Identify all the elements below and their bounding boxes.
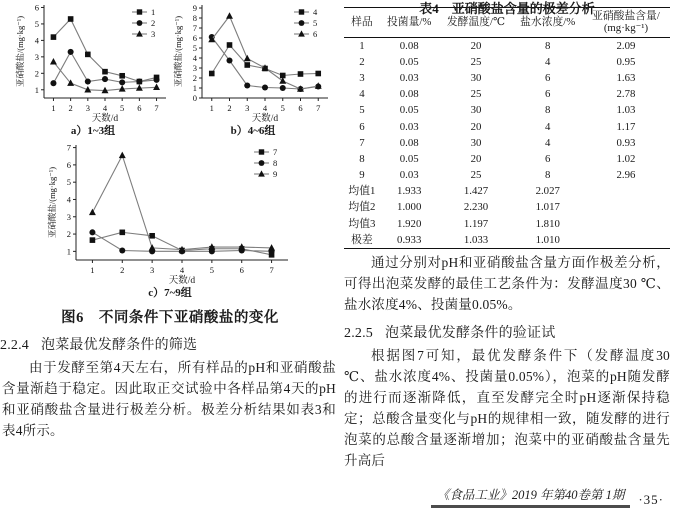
table-cell: 0.93 xyxy=(616,136,636,149)
table-cell: 20 xyxy=(470,152,482,165)
y-tick-label: 4 xyxy=(192,53,197,63)
section-2-2-4-heading xyxy=(0,334,340,354)
table-cell: 1.197 xyxy=(463,217,489,230)
legend-label: 2 xyxy=(151,18,156,28)
chart-canvas-groups-7-9 xyxy=(46,140,294,286)
table-cell: 30 xyxy=(470,104,482,117)
data-point-4 xyxy=(244,62,250,68)
y-tick-label: 0 xyxy=(192,93,197,103)
table-cell: 1.017 xyxy=(535,201,560,214)
table-cell: 0.08 xyxy=(399,88,419,101)
table-cell: 3 xyxy=(359,71,365,84)
data-point-2 xyxy=(136,79,142,85)
table-cell: 9 xyxy=(359,169,365,182)
y-tick-label: 3 xyxy=(192,63,197,73)
table-cell: 6 xyxy=(359,120,365,133)
table-cell: 2.96 xyxy=(616,169,636,182)
table-row xyxy=(344,119,670,135)
y-tick-label: 7 xyxy=(66,142,71,153)
orthogonal-range-table xyxy=(344,7,670,249)
charts-row-bottom xyxy=(0,140,340,300)
chart-figure-groups-4-6 xyxy=(172,0,334,138)
table-cell: 2.09 xyxy=(616,39,636,52)
table-cell: 1.02 xyxy=(616,152,636,165)
chart-caption-b: b）4~6组 xyxy=(230,125,276,137)
y-tick-label: 6 xyxy=(34,2,39,13)
data-point-6 xyxy=(244,55,251,61)
table-cell: 4 xyxy=(545,136,551,149)
x-axis-label: 天数/d xyxy=(168,276,196,286)
legend-label: 7 xyxy=(273,147,278,157)
header-sample: 样品 xyxy=(344,8,380,38)
data-point-9 xyxy=(119,152,126,158)
y-axis-label: 亚硝酸盐/(mg·kg⁻¹) xyxy=(15,15,25,88)
y-tick-label: 2 xyxy=(66,229,71,240)
table-cell: 8 xyxy=(359,152,365,165)
table-cell: 5 xyxy=(359,104,365,117)
x-tick-label: 1 xyxy=(90,265,95,275)
table-cell: 1.933 xyxy=(397,185,422,198)
table-cell: 1.010 xyxy=(535,233,560,246)
chart-figure-groups-1-3 xyxy=(14,0,172,138)
legend-label: 4 xyxy=(313,7,318,17)
x-tick-label: 4 xyxy=(179,265,185,275)
table-cell: 6 xyxy=(545,71,551,84)
legend-marker-4 xyxy=(299,9,304,14)
page-footer xyxy=(344,485,670,508)
table-cell: 1 xyxy=(359,39,365,52)
table-row xyxy=(344,54,670,70)
header-brine: 盐水浓度/% xyxy=(514,8,582,38)
y-tick-label: 6 xyxy=(192,33,197,43)
para-range-analysis: 通过分别对pH和亚硝酸盐含量方面作极差分析，可得出泡菜发酵的最佳工艺条件为：发酵温度30 ℃、盐水浓度4%、投菌量0.05%。 xyxy=(344,255,670,313)
table-cell: 0.05 xyxy=(399,152,419,165)
x-tick-label: 3 xyxy=(245,103,250,113)
y-tick-label: 4 xyxy=(34,35,39,46)
section-2-2-5-heading xyxy=(344,322,670,342)
para-verification: 根据图7可知，最优发酵条件下（发酵温度30 ℃、盐水浓度4%、投菌量0.05%），泡菜的pH随发酵的进行而逐渐降低，直至发酵完全时pH逐渐保持稳定；总酸含量变化与pH的规律相一致，随发酵的进行泡菜的总酸含量逐渐增加；泡菜中的亚硝酸盐含量先升高后 xyxy=(344,348,670,469)
y-tick-label: 8 xyxy=(192,13,197,23)
data-point-4 xyxy=(315,71,321,77)
data-point-1 xyxy=(119,73,125,79)
x-tick-label: 1 xyxy=(51,103,56,113)
table-cell: 4 xyxy=(359,88,365,101)
table-cell: 2.230 xyxy=(463,201,489,214)
table-cell: 0.933 xyxy=(397,233,422,246)
table-row xyxy=(344,232,670,249)
table-cell xyxy=(582,216,670,232)
data-point-8 xyxy=(119,247,125,253)
data-point-7 xyxy=(90,237,96,243)
table-cell: 4 xyxy=(545,120,551,133)
y-tick-label: 1 xyxy=(192,83,197,93)
data-point-1 xyxy=(68,16,74,22)
table-cell xyxy=(582,200,670,216)
table-cell: 1.03 xyxy=(616,104,636,117)
table-cell: 均值3 xyxy=(348,217,376,230)
table-cell: 2.78 xyxy=(616,88,636,101)
table-cell: 均值2 xyxy=(348,201,376,214)
legend-marker-1 xyxy=(137,9,142,14)
header-nitrite: 亚硝酸盐含量/ (mg·kg⁻¹) xyxy=(582,8,670,38)
x-tick-label: 1 xyxy=(209,103,214,113)
legend-label: 3 xyxy=(151,29,156,39)
data-point-4 xyxy=(209,71,215,77)
x-tick-label: 2 xyxy=(227,103,232,113)
y-axis-label: 亚硝酸盐/(mg·kg⁻¹) xyxy=(47,166,57,239)
table-cell: 2.027 xyxy=(535,185,560,198)
data-point-4 xyxy=(227,42,233,48)
table-cell xyxy=(582,232,670,249)
y-tick-label: 9 xyxy=(192,3,197,13)
table-row xyxy=(344,200,670,216)
data-point-2 xyxy=(154,77,160,83)
x-axis-label: 天数/d xyxy=(251,114,279,124)
x-tick-label: 7 xyxy=(269,265,274,275)
y-tick-label: 1 xyxy=(66,246,71,257)
chart-canvas-groups-1-3 xyxy=(14,0,172,124)
table-cell: 25 xyxy=(470,169,482,182)
y-tick-label: 3 xyxy=(66,211,71,222)
table-cell: 2 xyxy=(359,55,365,68)
table-cell: 0.95 xyxy=(616,55,636,68)
table-cell: 25 xyxy=(470,88,482,101)
legend-label: 8 xyxy=(273,158,278,168)
table-cell: 0.05 xyxy=(399,55,419,68)
data-point-6 xyxy=(226,12,233,18)
y-tick-label: 1 xyxy=(34,84,39,95)
y-tick-label: 3 xyxy=(34,51,39,62)
table-cell: 1.920 xyxy=(397,217,422,230)
table-cell: 7 xyxy=(359,136,365,149)
section-2-2-5-number: 2.2.5 xyxy=(344,326,373,342)
data-point-8 xyxy=(89,229,95,235)
legend-marker-8 xyxy=(259,160,265,166)
legend-label: 1 xyxy=(151,7,156,17)
x-tick-label: 7 xyxy=(154,103,159,113)
clipped-table-title: 表4 亚硝酸盐含量的极差分析 xyxy=(419,1,595,16)
table-row xyxy=(344,70,670,86)
figure-6-caption: 图6 不同条件下亚硝酸盐的变化 xyxy=(61,310,279,326)
table-row xyxy=(344,168,670,184)
journal-name: 《食品工业》2019 年第40卷第 1期 xyxy=(431,485,631,508)
data-point-7 xyxy=(149,233,155,239)
chart-caption-a: a）1~3组 xyxy=(70,125,116,137)
data-point-4 xyxy=(298,71,304,77)
table-cell: 1.427 xyxy=(463,185,489,198)
x-tick-label: 5 xyxy=(120,103,125,113)
y-tick-label: 7 xyxy=(192,23,197,33)
table-cell: 0.05 xyxy=(399,104,419,117)
table-cell: 30 xyxy=(470,136,482,149)
data-point-7 xyxy=(119,230,125,236)
y-tick-label: 2 xyxy=(192,73,197,83)
data-point-5 xyxy=(262,84,268,90)
legend-marker-7 xyxy=(259,149,264,154)
data-point-9 xyxy=(149,244,156,250)
legend-label: 9 xyxy=(273,169,278,179)
x-tick-label: 6 xyxy=(137,103,142,113)
data-point-2 xyxy=(50,80,56,86)
x-tick-label: 6 xyxy=(298,103,303,113)
table-cell: 8 xyxy=(545,169,551,182)
table-cell: 1.63 xyxy=(616,71,636,84)
table-cell: 20 xyxy=(470,120,482,133)
data-point-2 xyxy=(119,79,125,85)
table-cell: 极差 xyxy=(351,233,373,246)
table-cell: 0.08 xyxy=(399,136,419,149)
table-cell: 6 xyxy=(545,152,551,165)
x-tick-label: 2 xyxy=(120,265,125,275)
table-row xyxy=(344,38,670,55)
table-cell: 1.17 xyxy=(616,120,636,133)
chart-canvas-groups-4-6 xyxy=(172,0,334,124)
table-cell: 8 xyxy=(545,104,551,117)
x-tick-label: 6 xyxy=(239,265,244,275)
data-point-1 xyxy=(85,52,91,58)
page-number: ·35· xyxy=(638,492,664,508)
legend-marker-5 xyxy=(299,20,305,26)
data-point-2 xyxy=(68,49,74,55)
chart-caption-c: c）7~9组 xyxy=(148,287,192,299)
section-2-2-4-number: 2.2.4 xyxy=(0,338,29,353)
y-tick-label: 5 xyxy=(34,18,39,29)
legend-label: 5 xyxy=(313,18,318,28)
y-tick-label: 5 xyxy=(192,43,197,53)
left-column xyxy=(0,0,340,468)
table-row xyxy=(344,87,670,103)
x-tick-label: 4 xyxy=(102,103,108,113)
legend-marker-2 xyxy=(137,20,143,26)
x-tick-label: 3 xyxy=(85,103,90,113)
table-cell: 1.000 xyxy=(397,201,422,214)
table-row xyxy=(344,184,670,200)
series-line-9 xyxy=(92,155,271,249)
data-point-1 xyxy=(102,69,108,75)
data-point-3 xyxy=(153,83,160,89)
x-axis-label: 天数/d xyxy=(91,114,119,124)
y-tick-label: 6 xyxy=(66,159,71,170)
table-cell: 0.03 xyxy=(399,120,419,133)
table-cell: 0.08 xyxy=(399,39,419,52)
table-cell: 25 xyxy=(470,55,482,68)
table-row xyxy=(344,151,670,167)
y-tick-label: 5 xyxy=(66,177,71,188)
data-point-5 xyxy=(244,82,250,88)
chart-figure-groups-7-9 xyxy=(46,140,294,300)
data-point-2 xyxy=(102,76,108,82)
x-tick-label: 2 xyxy=(68,103,73,113)
table-cell: 1.810 xyxy=(535,217,560,230)
data-point-2 xyxy=(85,79,91,85)
table-row xyxy=(344,135,670,151)
y-tick-label: 4 xyxy=(66,194,71,205)
x-tick-label: 5 xyxy=(280,103,285,113)
table-cell: 20 xyxy=(470,39,482,52)
data-point-9 xyxy=(89,209,96,215)
data-point-5 xyxy=(226,57,232,63)
table-cell: 均值1 xyxy=(348,185,376,198)
table-cell: 0.03 xyxy=(399,169,419,182)
x-tick-label: 3 xyxy=(150,265,155,275)
charts-row-top xyxy=(0,0,340,138)
table-cell: 0.03 xyxy=(399,71,419,84)
right-column xyxy=(340,0,680,508)
table-cell: 30 xyxy=(470,71,482,84)
x-tick-label: 4 xyxy=(262,103,268,113)
data-point-1 xyxy=(51,34,57,40)
para-screening: 由于发酵至第4天左右，所有样品的pH和亚硝酸盐含量渐趋于稳定。因此取正交试验中各样品第4天的pH和亚硝酸盐含量进行极差分析。极差分析结果如表3和表4所示。 xyxy=(2,360,336,438)
header-temperature: 发酵温度/℃ xyxy=(439,8,514,38)
table-cell xyxy=(582,184,670,200)
table-cell: 8 xyxy=(545,39,551,52)
y-axis-label: 亚硝酸盐/(mg·kg⁻¹) xyxy=(173,15,183,88)
table-cell: 1.033 xyxy=(463,233,489,246)
series-line-6 xyxy=(212,16,318,89)
x-tick-label: 5 xyxy=(209,265,214,275)
legend-label: 6 xyxy=(313,29,318,39)
y-tick-label: 2 xyxy=(34,68,39,79)
data-point-3 xyxy=(50,58,57,64)
section-2-2-5-title: 泡菜最优发酵条件的验证试 xyxy=(385,326,556,342)
table-body xyxy=(344,38,670,249)
table-cell: 6 xyxy=(545,88,551,101)
table-cell: 4 xyxy=(545,55,551,68)
x-tick-label: 7 xyxy=(316,103,321,113)
header-inoculum: 投菌量/% xyxy=(380,8,439,38)
table-row xyxy=(344,103,670,119)
section-2-2-4-title: 泡菜最优发酵条件的筛选 xyxy=(41,338,198,353)
table-row xyxy=(344,216,670,232)
data-point-5 xyxy=(280,85,286,91)
